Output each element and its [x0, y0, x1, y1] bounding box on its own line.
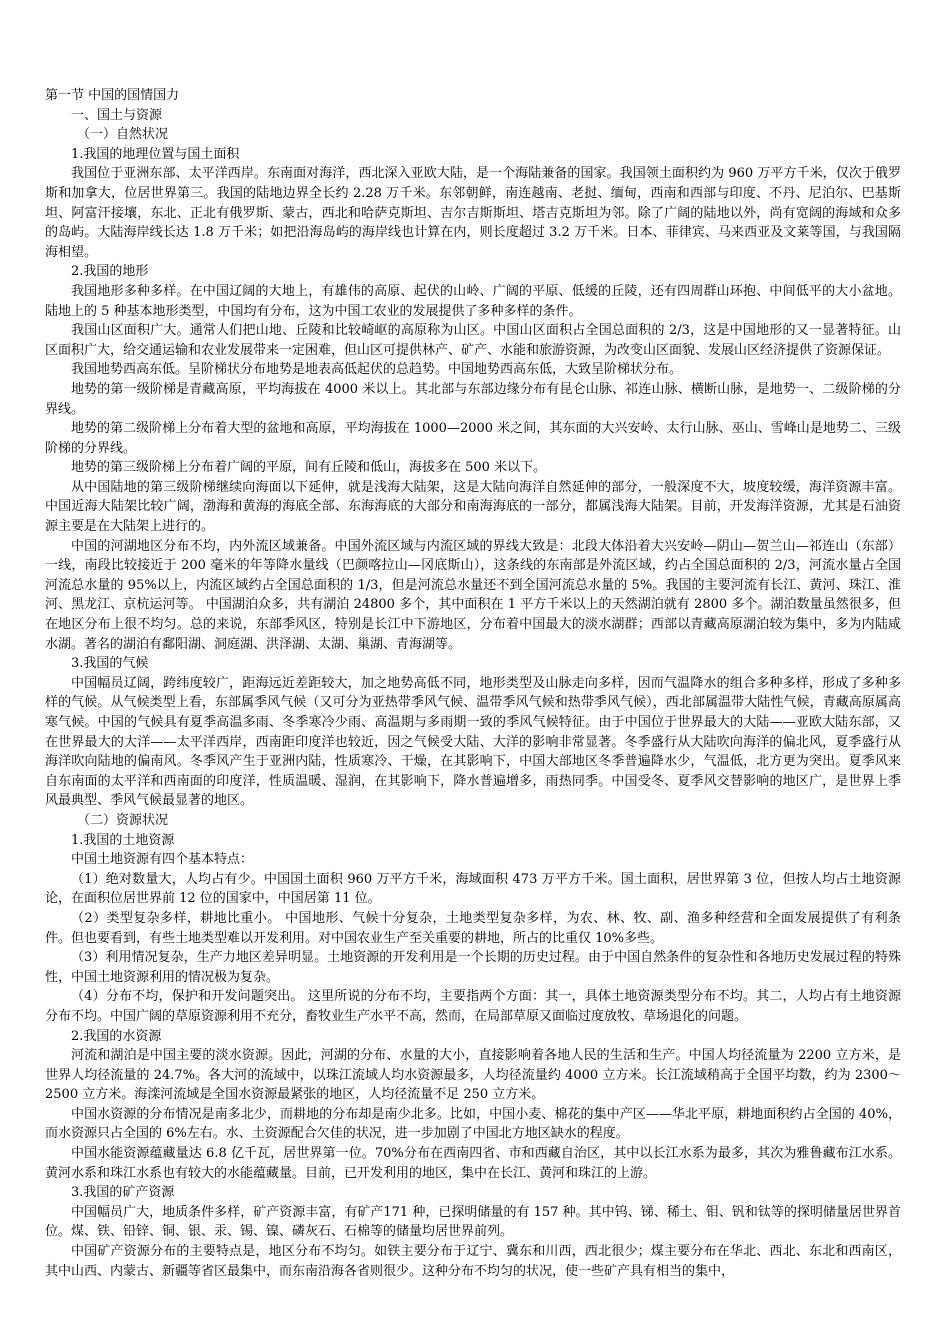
paragraph: 我国山区面积广大。通常人们把山地、丘陵和比较崎岖的高原称为山区。中国山区面积占全国总面积的 2/3，这是中国地形的又一显著特征。山区面积广大，给交通运输和农业发展带来一定困难，但山区可提供林产、矿产、水能和旅游资源，为改变山区面貌、发展山区经济提供了资源保证。	[45, 323, 901, 358]
paragraph: 河流和湖泊是中国主要的淡水资源。因此，河湖的分布、水量的大小，直接影响着各地人民的生活和生产。中国人均径流量为 2200 立方米，是世界人均径流量的 24.7%。各大河的流域中，以珠江流域人均水资源最多，人均径流量约 4000 立方米。长江流域稍高于全国平均数，约为 2300～2500 立方米。海滦河流域是全国水资源最紧张的地区，人均径流量不足 250 立方米。	[45, 1048, 901, 1103]
paragraph: 我国位于亚洲东部、太平洋西岸。东南面对海洋，西北深入亚欧大陆，是一个海陆兼备的国家。我国领土面积约为 960 万平方千米，仅次于俄罗斯和加拿大，位居世界第三。我国的陆地边界全长约 2.28 万千米。东邻朝鲜，南连越南、老挝、缅甸，西南和西部与印度、不丹、尼泊尔、巴基斯坦、阿富汗接壤，东北、正北有俄罗斯、蒙古，西北和哈萨克斯坦、吉尔吉斯斯坦、塔吉克斯坦为邻。除了广阔的陆地以外，尚有宽阔的海域和众多的岛屿。大陆海岸线长达 1.8 万千米；如把沿海岛屿的海岸线也计算在内，则长度超过 3.2 万千米。日本、菲律宾、马来西亚及文莱等国，与我国隔海相望。	[45, 166, 901, 260]
paragraph: 地势的第三级阶梯上分布着广阔的平原，间有丘陵和低山，海拔多在 500 米以下。	[71, 460, 547, 476]
paragraph: 我国地势西高东低。呈阶梯状分布地势是地表高低起伏的总趋势。中国地势西高东低，大致呈阶梯状分布。	[71, 362, 683, 378]
topic-heading: 3.我国的矿产资源	[71, 1185, 175, 1201]
paragraph: 从中国陆地的第三级阶梯继续向海面以下延伸，就是浅海大陆架，这是大陆向海洋自然延伸的部分，一般深度不大，坡度较缓，海洋资源丰富。中国近海大陆架比较广阔，渤海和黄海的海底全部、东海海底的大部分和南海海底的一部分，都属浅海大陆架。目前，开发海洋资源，尤其是石油资源主要是在大陆架上进行的。	[45, 479, 901, 535]
paragraph: 中国矿产资源分布的主要特点是，地区分布不均匀。如铁主要分布于辽宁、冀东和川西，西北很少；煤主要分布在华北、西北、东北和西南区，其中山西、内蒙古、新疆等省区最集中，而东南沿海各省则很少。这种分布不均匀的状况，使一些矿产具有相当的集中，	[45, 1244, 901, 1279]
paragraph: 地势的第二级阶梯上分布着大型的盆地和高原，平均海拔在 1000—2000 米之间，其东面的大兴安岭、太行山脉、巫山、雪峰山是地势二、三级阶梯的分界线。	[45, 421, 901, 456]
document-page	[45, 86, 901, 1281]
paragraph: （1）绝对数量大，人均占有少。中国国土面积 960 万平方千米，海域面积 473 万平方千米。国土面积，居世界第 3 位，但按人均占土地资源论，在面积位居世界前 12 位的国家中，中国居第 11 位。	[45, 871, 901, 907]
paragraph: （3）利用情况复杂，生产力地区差异明显。土地资源的开发利用是一个长期的历史过程。由于中国自然条件的复杂性和各地历史发展过程的特殊性，中国土地资源利用的情况极为复杂。	[45, 950, 901, 985]
topic-heading: 3.我国的气候	[71, 656, 149, 672]
topic-heading: 1.我国的土地资源	[71, 832, 175, 848]
topic-heading: 2.我国的水资源	[71, 1028, 162, 1044]
paragraph: 中国水能资源蕴藏量达 6.8 亿千瓦，居世界第一位。70%分布在西南四省、市和西藏自治区，其中以长江水系为最多，其次为雅鲁藏布江水系。黄河水系和珠江水系也有较大的水能蕴藏量。目前，已开发利用的地区，集中在长江、黄河和珠江的上游。	[45, 1146, 901, 1181]
section-title: 第一节 中国的国情国力	[45, 88, 180, 103]
topic-heading: 2.我国的地形	[71, 264, 149, 280]
paragraph: （2）类型复杂多样，耕地比重小。 中国地形、气候十分复杂，土地类型复杂多样，为农、林、牧、副、渔多种经营和全面发展提供了有利条件。但也要看到，有些土地类型难以开发利用。对中国农业生产至关重要的耕地，所占的比重仅 10%多些。	[45, 910, 901, 946]
paragraph: 中国幅员辽阔，跨纬度较广，距海远近差距较大，加之地势高低不同，地形类型及山脉走向多样，因而气温降水的组合多种多样，形成了多种多样的气候。从气候类型上看，东部属季风气候（又可分为亚热带季风气候、温带季风气候和热带季风气候），西北部属温带大陆性气候，青藏高原属高寒气候。中国的气候具有夏季高温多雨、冬季寒冷少雨、高温期与多雨期一致的季风气候特征。由于中国位于世界最大的大陆——亚欧大陆东部，又在世界最大的大洋——太平洋西岸，西南距印度洋也较近，因之气候受大陆、大洋的影响非常显著。冬季盛行从大陆吹向海洋的偏北风，夏季盛行从海洋吹向陆地的偏南风。冬季风产生于亚洲内陆，性质寒冷、干燥，在其影响下，中国大部地区冬季普遍降水少，气温低，北方更为突出。夏季风来自东南面的太平洋和西南面的印度洋，性质温暖、湿润，在其影响下，降水普遍增多，雨热同季。中国受冬、夏季风交替影响的地区广，是世界上季风最典型、季风气候最显著的地区。	[45, 675, 901, 809]
paragraph: 地势的第一级阶梯是青藏高原，平均海拔在 4000 米以上。其北部与东部边缘分布有昆仑山脉、祁连山脉、横断山脉，是地势一、二级阶梯的分界线。	[45, 381, 901, 417]
paragraph: 中国水资源的分布情况是南多北少，而耕地的分布却是南少北多。比如，中国小麦、棉花的集中产区——华北平原，耕地面积约占全国的 40%，而水资源只占全国的 6%左右。水、土资源配合欠佳的状况，进一步加剧了中国北方地区缺水的程度。	[45, 1106, 901, 1142]
subsection-heading: （二）资源状况	[77, 812, 169, 828]
paragraph: 中国土地资源有四个基本特点：	[71, 852, 254, 868]
part-heading: 一、国土与资源	[71, 107, 163, 123]
paragraph: 中国幅员广大，地质条件多样，矿产资源丰富，有矿产171 种，已探明储量的有 157 种。其中钨、锑、稀土、钼、钒和钛等的探明储量居世界首位。煤、铁、铅锌、铜、银、汞、锡、镍、磷灰石、石棉等的储量均居世界前列。	[45, 1204, 901, 1240]
subsection-heading: （一）自然状况	[77, 127, 169, 143]
topic-heading: 1.我国的地理位置与国土面积	[71, 146, 240, 162]
paragraph: （4）分布不均，保护和开发问题突出。 这里所说的分布不均，主要指两个方面：其一，具体土地资源类型分布不均。其二，人均占有土地资源分布不均。中国广阔的草原资源利用不充分，畜牧业生产水平不高，然而，在局部草原又面临过度放牧、草场退化的问题。	[45, 989, 901, 1024]
paragraph: 我国地形多种多样。在中国辽阔的大地上，有雄伟的高原、起伏的山岭、广阔的平原、低缓的丘陵，还有四周群山环抱、中间低平的大小盆地。陆地上的 5 种基本地形类型，中国均有分布，这为中国工农业的发展提供了多种多样的条件。	[45, 283, 901, 319]
paragraph: 中国的河湖地区分布不均，内外流区域兼备。中国外流区域与内流区域的界线大致是：北段大体沿着大兴安岭—阴山—贺兰山—祁连山（东部）一线，南段比较接近于 200 毫米的年等降水量线（巴颜喀拉山—冈底斯山），这条线的东南部是外流区域，约占全国总面积的 2/3，河流水量占全国河流总水量的 95%以上，内流区域约占全国总面积的 1/3，但是河流总水量还不到全国河流总水量的 5%。我国的主要河流有长江、黄河、珠江、淮河、黑龙江、京杭运河等。 中国湖泊众多，共有湖泊 24800 多个，其中面积在 1 平方千米以上的天然湖泊就有 2800 多个。湖泊数量虽然很多，但在地区分布上很不均匀。总的来说，东部季风区，特别是长江中下游地区，分布着中国最大的淡水湖群；西部以青藏高原湖泊较为集中，多为内陆咸水湖。著名的湖泊有鄱阳湖、洞庭湖、洪泽湖、太湖、巢湖、青海湖等。	[45, 538, 901, 652]
